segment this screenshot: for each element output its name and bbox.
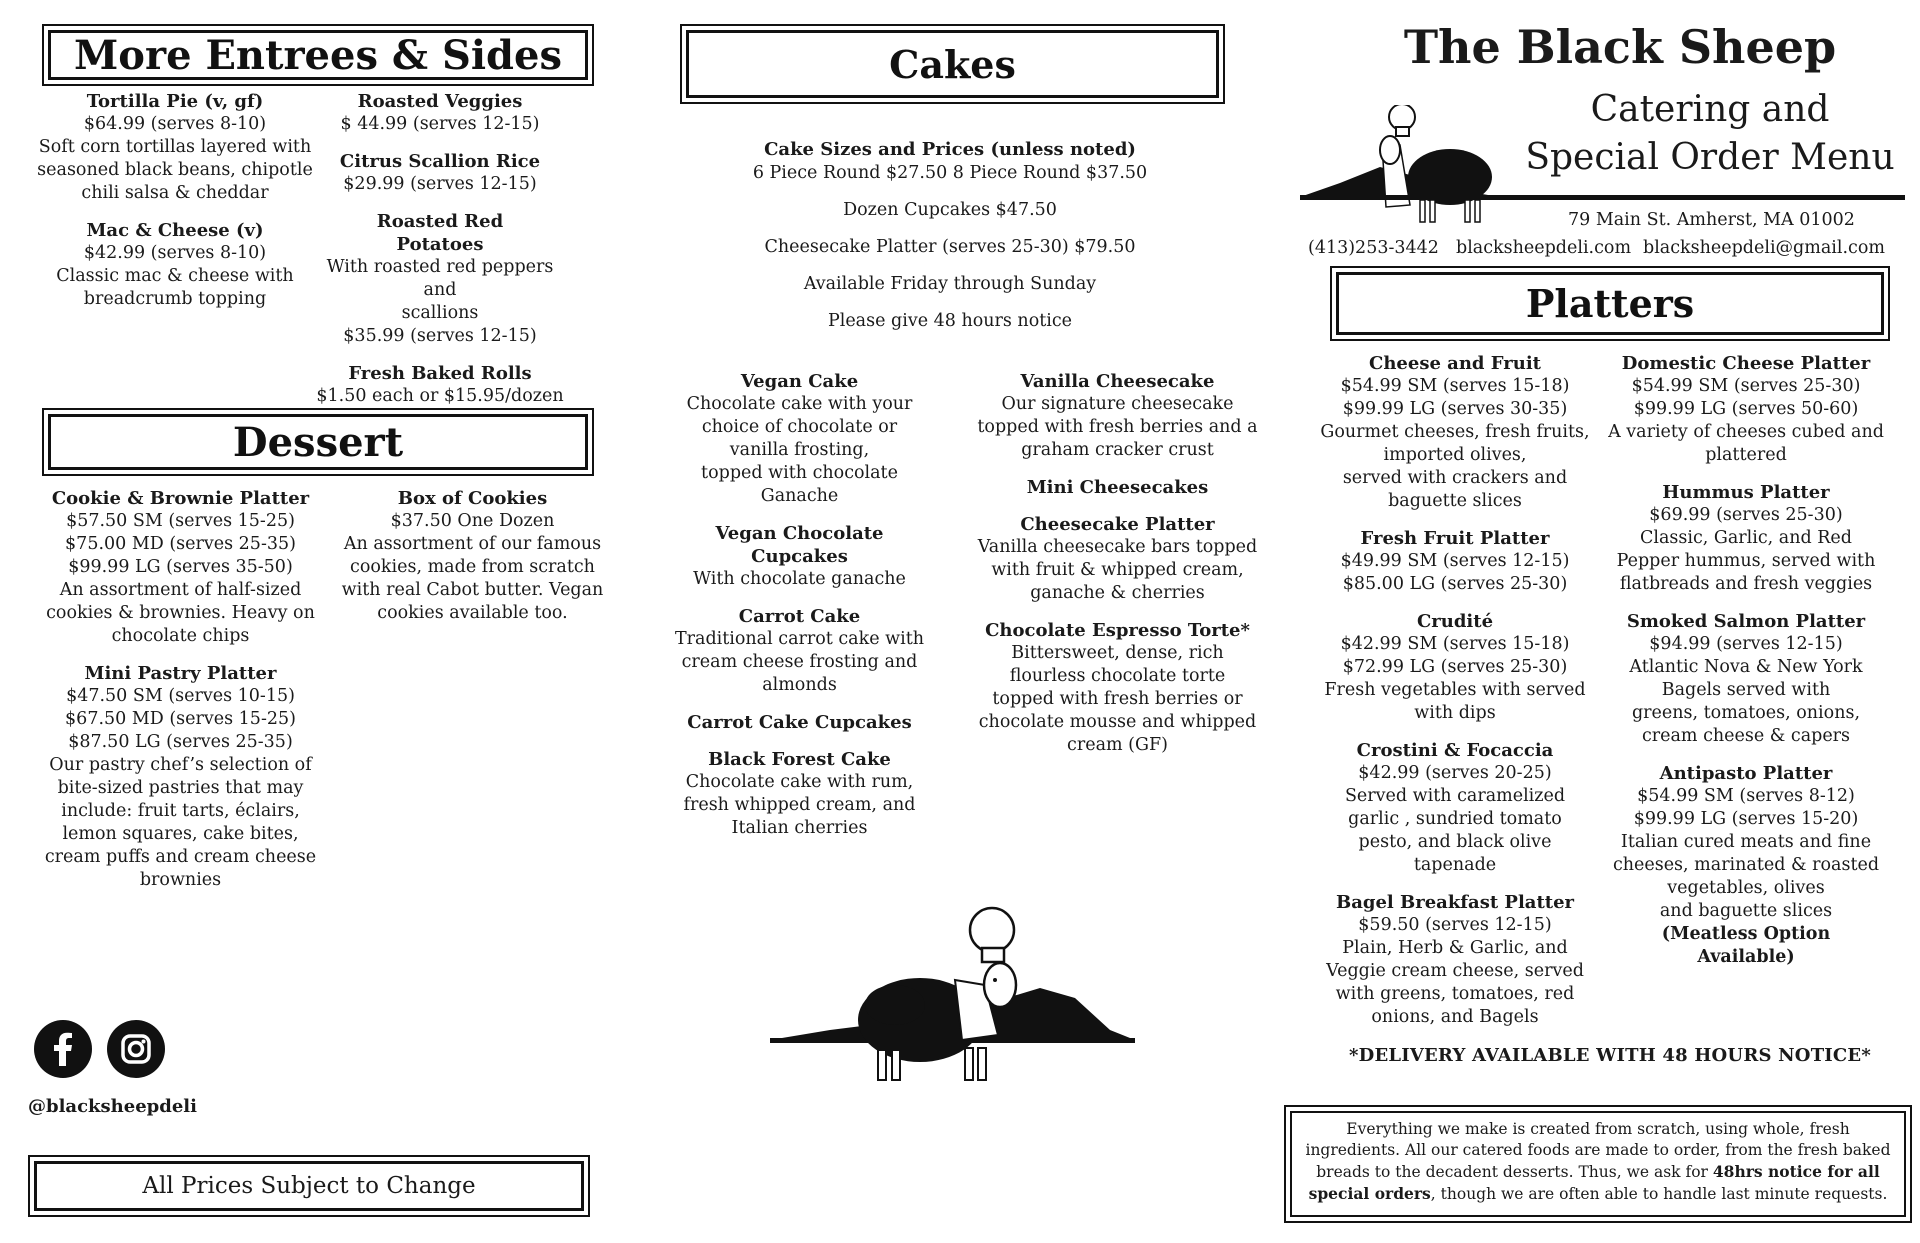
menu-item-line: topped with fresh berries or — [992, 689, 1243, 709]
menu-item-line: $54.99 SM (serves 15-18) — [1340, 376, 1570, 396]
instagram-icon[interactable] — [107, 1020, 165, 1078]
menu-item-line: An assortment of our famous — [343, 534, 602, 554]
menu-item-line: $42.99 (serves 20-25) — [1358, 763, 1552, 783]
menu-item-name: Bagel Breakfast Platter — [1335, 892, 1575, 913]
menu-item-line: choice of chocolate or — [701, 417, 898, 437]
sheep-illustration-icon — [770, 900, 1140, 1090]
email[interactable]: blacksheepdeli@gmail.com — [1643, 238, 1885, 258]
menu-item-name: Fresh Fruit Platter — [1360, 528, 1550, 549]
brand-title: The Black Sheep — [1403, 20, 1837, 74]
menu-item-line: Ganache — [760, 486, 839, 506]
menu-item-name: Domestic Cheese Platter — [1621, 353, 1871, 374]
entrees-col-2 — [310, 90, 570, 422]
menu-item — [310, 150, 570, 196]
menu-item-line: Veggie cream cheese, served — [1326, 961, 1584, 981]
menu-item-name: Mini Cheesecakes — [1026, 477, 1209, 498]
menu-item — [340, 487, 605, 625]
menu-item-line: baguette slices — [1388, 491, 1522, 511]
menu-item — [1320, 891, 1590, 1029]
menu-item-line: graham cracker crust — [1021, 440, 1214, 460]
menu-item-name: Roasted Veggies — [357, 91, 523, 112]
menu-item-name: Carrot Cake Cupcakes — [687, 712, 912, 733]
cakes-heading-box — [680, 24, 1225, 104]
menu-item-line: Plain, Herb & Garlic, and — [1342, 938, 1568, 958]
menu-item-line: With chocolate ganache — [693, 569, 906, 589]
menu-item-line: Our pastry chef’s selection of — [49, 755, 312, 775]
menu-item-line: Classic mac & cheese with — [56, 266, 294, 286]
menu-item-line: include: fruit tarts, éclairs, — [61, 801, 300, 821]
menu-item-line: $64.99 (serves 8-10) — [83, 114, 267, 134]
menu-item-line: brownies — [139, 870, 222, 890]
menu-item-line: $57.50 SM (serves 15-25) — [66, 511, 295, 531]
menu-item-line: with greens, tomatoes, red — [1335, 984, 1575, 1004]
menu-item-line: $35.99 (serves 12-15) — [343, 326, 537, 346]
menu-item-name: Tortilla Pie (v, gf) — [86, 91, 264, 112]
menu-item-line: chili salsa & cheddar — [81, 183, 269, 203]
menu-item — [672, 711, 927, 734]
menu-item-line: imported olives, — [1383, 445, 1527, 465]
menu-item — [1605, 762, 1887, 969]
brand-subtitle — [1520, 86, 1900, 182]
facebook-icon[interactable] — [34, 1020, 92, 1078]
menu-item-name: Chocolate Espresso Torte* — [985, 620, 1250, 641]
menu-item — [1320, 352, 1590, 513]
menu-item-name: Mini Pastry Platter — [84, 663, 277, 684]
menu-item-line: pesto, and black olive — [1358, 832, 1552, 852]
menu-item-line: Vanilla cheesecake bars topped — [977, 537, 1258, 557]
menu-item — [38, 662, 323, 892]
menu-item-line: Chocolate cake with your — [686, 394, 913, 414]
menu-item-line: Soft corn tortillas layered with — [38, 137, 312, 157]
menu-item-line: Atlantic Nova & New York — [1629, 657, 1863, 677]
brand-subtitle-2: Special Order Menu — [1525, 137, 1895, 178]
dessert-col-1 — [38, 487, 323, 906]
menu-item-line: lemon squares, cake bites, — [62, 824, 299, 844]
dessert-col-2 — [340, 487, 605, 639]
website[interactable]: blacksheepdeli.com — [1456, 238, 1632, 258]
delivery-note: *DELIVERY AVAILABLE WITH 48 HOURS NOTICE* — [1349, 1045, 1871, 1066]
menu-item — [672, 522, 927, 591]
menu-item-line: plattered — [1705, 445, 1787, 465]
cake-sizes-line: 6 Piece Round $27.50 8 Piece Round $37.50 — [752, 163, 1148, 183]
menu-item-line: Chocolate cake with rum, — [685, 772, 914, 792]
menu-item-line: $1.50 each or $15.95/dozen — [316, 386, 564, 406]
menu-item-name: Cheesecake Platter — [1020, 514, 1215, 535]
menu-item-line: $54.99 SM (serves 25-30) — [1631, 376, 1861, 396]
menu-item-line: onions, and Bagels — [1371, 1007, 1539, 1027]
menu-item-name: Hummus Platter — [1662, 482, 1830, 503]
menu-item-line: Served with caramelized — [1344, 786, 1566, 806]
menu-item-line: $99.99 LG (serves 50-60) — [1633, 399, 1859, 419]
scratch-notice — [1290, 1111, 1906, 1217]
cheesecake-platter-price: Cheesecake Platter (serves 25-30) $79.50 — [764, 237, 1136, 257]
menu-item — [1320, 527, 1590, 596]
menu-item-line: $85.00 LG (serves 25-30) — [1342, 574, 1568, 594]
social-handle[interactable]: @blacksheepdeli — [28, 1096, 197, 1117]
menu-item-line: flourless chocolate torte — [1009, 666, 1226, 686]
menu-item-line: cream puffs and cream cheese — [44, 847, 317, 867]
menu-item-line: $67.50 MD (serves 15-25) — [65, 709, 296, 729]
menu-item-name: Black Forest Cake — [708, 749, 891, 770]
menu-item-line: $94.99 (serves 12-15) — [1649, 634, 1843, 654]
menu-item-line: vegetables, olives — [1667, 878, 1825, 898]
menu-item — [310, 90, 570, 136]
address: 79 Main St. Amherst, MA 01002 — [1568, 210, 1855, 230]
menu-item-line: $47.50 SM (serves 10-15) — [66, 686, 295, 706]
menu-item — [672, 605, 927, 697]
menu-item-line: A variety of cheeses cubed and — [1608, 422, 1884, 442]
menu-item — [1320, 739, 1590, 877]
menu-item-line: $42.99 (serves 8-10) — [83, 243, 267, 263]
menu-item-line: $87.50 LG (serves 25-35) — [68, 732, 293, 752]
prices-note: All Prices Subject to Change — [34, 1161, 584, 1211]
menu-item-line: Bagels served with — [1661, 680, 1831, 700]
menu-item-line: Italian cherries — [731, 818, 868, 838]
menu-item-line: $99.99 LG (serves 15-20) — [1633, 809, 1859, 829]
notice-part-2: , though we are often able to handle last minute requests. — [1430, 1185, 1888, 1203]
menu-item-line: $54.99 SM (serves 8-12) — [1637, 786, 1855, 806]
menu-item-name: Mac & Cheese (v) — [86, 220, 264, 241]
menu-item — [38, 487, 323, 648]
menu-item-line: Our signature cheesecake — [1001, 394, 1234, 414]
menu-item — [1320, 610, 1590, 725]
menu-item-line: chocolate mousse and whipped — [978, 712, 1257, 732]
platters-heading-box — [1330, 266, 1890, 341]
notice-bold: 48hrs notice for all special orders — [1308, 1162, 1880, 1203]
platters-col-1 — [1320, 352, 1590, 1043]
menu-item-line: $99.99 LG (serves 35-50) — [68, 557, 293, 577]
brand-divider — [1300, 195, 1905, 200]
menu-item-name: Vanilla Cheesecake — [1020, 371, 1215, 392]
sheep-logo-icon — [1300, 105, 1510, 230]
menu-item — [1605, 481, 1887, 596]
menu-item-line: and baguette slices — [1659, 901, 1833, 921]
menu-item — [975, 619, 1260, 757]
menu-item-line: $37.50 One Dozen — [390, 511, 555, 531]
menu-item-name: Cheese and Fruit — [1369, 353, 1541, 374]
cakes-col-1 — [672, 370, 927, 854]
cakes-heading: Cakes — [686, 30, 1219, 98]
menu-item-bold-line: (Meatless Option — [1661, 924, 1831, 944]
menu-item-line: ganache & cherries — [1030, 583, 1205, 603]
entrees-heading-box — [42, 24, 594, 86]
menu-item-line: cream cheese frosting and — [681, 652, 918, 672]
menu-item — [310, 210, 570, 348]
menu-item-line: chocolate chips — [111, 626, 250, 646]
menu-item-line: garlic , sundried tomato — [1348, 809, 1562, 829]
availability: Available Friday through Sunday — [803, 274, 1097, 294]
menu-item-line: cream cheese & capers — [1641, 726, 1851, 746]
menu-item-name: Crostini & Focaccia — [1356, 740, 1554, 761]
brand-subtitle-1: Catering and — [1590, 89, 1830, 130]
menu-item-line: greens, tomatoes, onions, — [1631, 703, 1861, 723]
menu-item-name: Roasted Red Potatoes — [376, 211, 504, 255]
cakes-col-2 — [975, 370, 1260, 771]
menu-item-line: With roasted red peppers and — [326, 257, 554, 300]
menu-item-line: Fresh vegetables with served — [1324, 680, 1586, 700]
menu-item-line: Classic, Garlic, and Red — [1639, 528, 1852, 548]
menu-item-line: Traditional carrot cake with — [674, 629, 925, 649]
menu-item-line: bite-sized pastries that may — [57, 778, 304, 798]
menu-item — [1605, 352, 1887, 467]
menu-item-line: fresh whipped cream, and — [683, 795, 916, 815]
menu-item-name: Vegan Cake — [740, 371, 859, 392]
menu-item-line: tapenade — [1413, 855, 1497, 875]
platters-heading: Platters — [1336, 272, 1884, 335]
menu-item-line: scallions — [401, 303, 479, 323]
menu-item-line: An assortment of half-sized — [59, 580, 302, 600]
cake-notice: Please give 48 hours notice — [827, 311, 1073, 331]
cake-info — [680, 138, 1220, 347]
menu-item — [672, 748, 927, 840]
cupcakes-price: Dozen Cupcakes $47.50 — [843, 200, 1057, 220]
menu-item-line: cookies, made from scratch — [350, 557, 595, 577]
menu-item-line: breadcrumb topping — [83, 289, 267, 309]
menu-item-line: Gourmet cheeses, fresh fruits, — [1320, 422, 1590, 442]
menu-item-line: Bittersweet, dense, rich — [1011, 643, 1224, 663]
menu-item-line: cheeses, marinated & roasted — [1612, 855, 1880, 875]
menu-item-line: $59.50 (serves 12-15) — [1358, 915, 1552, 935]
menu-item-line: $75.00 MD (serves 25-35) — [65, 534, 296, 554]
menu-item — [975, 476, 1260, 499]
menu-item-line: vanilla frosting, — [729, 440, 870, 460]
menu-item-line: topped with chocolate — [701, 463, 898, 483]
dessert-heading-box — [42, 408, 594, 476]
menu-item-line: cookies & brownies. Heavy on — [46, 603, 315, 623]
menu-item-name: Smoked Salmon Platter — [1626, 611, 1866, 632]
menu-item-line: almonds — [762, 675, 837, 695]
menu-item-line: served with crackers and — [1342, 468, 1568, 488]
menu-item-name: Citrus Scallion Rice — [339, 151, 541, 172]
menu-item — [672, 370, 927, 508]
menu-item — [30, 219, 320, 311]
menu-item — [30, 90, 320, 205]
menu-item-name: Crudité — [1416, 611, 1494, 632]
menu-item-line: seasoned black beans, chipotle — [37, 160, 313, 180]
menu-item-line: Pepper hummus, served with — [1616, 551, 1876, 571]
menu-item-name: Fresh Baked Rolls — [348, 363, 532, 384]
prices-note-box — [28, 1155, 590, 1217]
menu-item-bold-line: Available) — [1697, 947, 1795, 967]
menu-item-line: $42.99 SM (serves 15-18) — [1340, 634, 1570, 654]
menu-item-line: $ 44.99 (serves 12-15) — [340, 114, 540, 134]
menu-item-line: $72.99 LG (serves 25-30) — [1342, 657, 1568, 677]
menu-item-line: topped with fresh berries and a — [977, 417, 1258, 437]
menu-item-line: Italian cured meats and fine — [1620, 832, 1872, 852]
entrees-col-1 — [30, 90, 320, 325]
cake-sizes-title: Cake Sizes and Prices (unless noted) — [764, 139, 1136, 160]
notice-part-1: Everything we make is created from scratch, using whole, fresh ingredients. All our catered foods are made to order, from the fresh baked breads to the decadent desserts. Thus, we ask for — [1305, 1120, 1891, 1181]
menu-item-line: with dips — [1414, 703, 1496, 723]
menu-item-line: flatbreads and fresh veggies — [1619, 574, 1873, 594]
menu-item-name: Vegan Chocolate Cupcakes — [715, 523, 884, 567]
menu-item-line: cookies available too. — [377, 603, 568, 623]
entrees-heading: More Entrees & Sides — [48, 30, 588, 80]
menu-item-line: $99.99 LG (serves 30-35) — [1342, 399, 1568, 419]
menu-item — [1605, 610, 1887, 748]
menu-item-name: Antipasto Platter — [1659, 763, 1833, 784]
menu-item-name: Box of Cookies — [397, 488, 548, 509]
dessert-heading: Dessert — [48, 414, 588, 470]
menu-item — [310, 362, 570, 408]
menu-item-name: Carrot Cake — [738, 606, 861, 627]
menu-item-name: Cookie & Brownie Platter — [51, 488, 310, 509]
platters-col-2 — [1605, 352, 1887, 983]
menu-item-line: $49.99 SM (serves 12-15) — [1340, 551, 1570, 571]
menu-item-line: with real Cabot butter. Vegan — [341, 580, 604, 600]
menu-item-line: $29.99 (serves 12-15) — [343, 174, 537, 194]
menu-item-line: $69.99 (serves 25-30) — [1649, 505, 1843, 525]
menu-item-line: with fruit & whipped cream, — [991, 560, 1244, 580]
menu-item — [975, 513, 1260, 605]
scratch-notice-box — [1284, 1105, 1912, 1223]
phone[interactable]: (413)253-3442 — [1308, 238, 1439, 258]
menu-item-line: cream (GF) — [1067, 735, 1168, 755]
menu-item — [975, 370, 1260, 462]
